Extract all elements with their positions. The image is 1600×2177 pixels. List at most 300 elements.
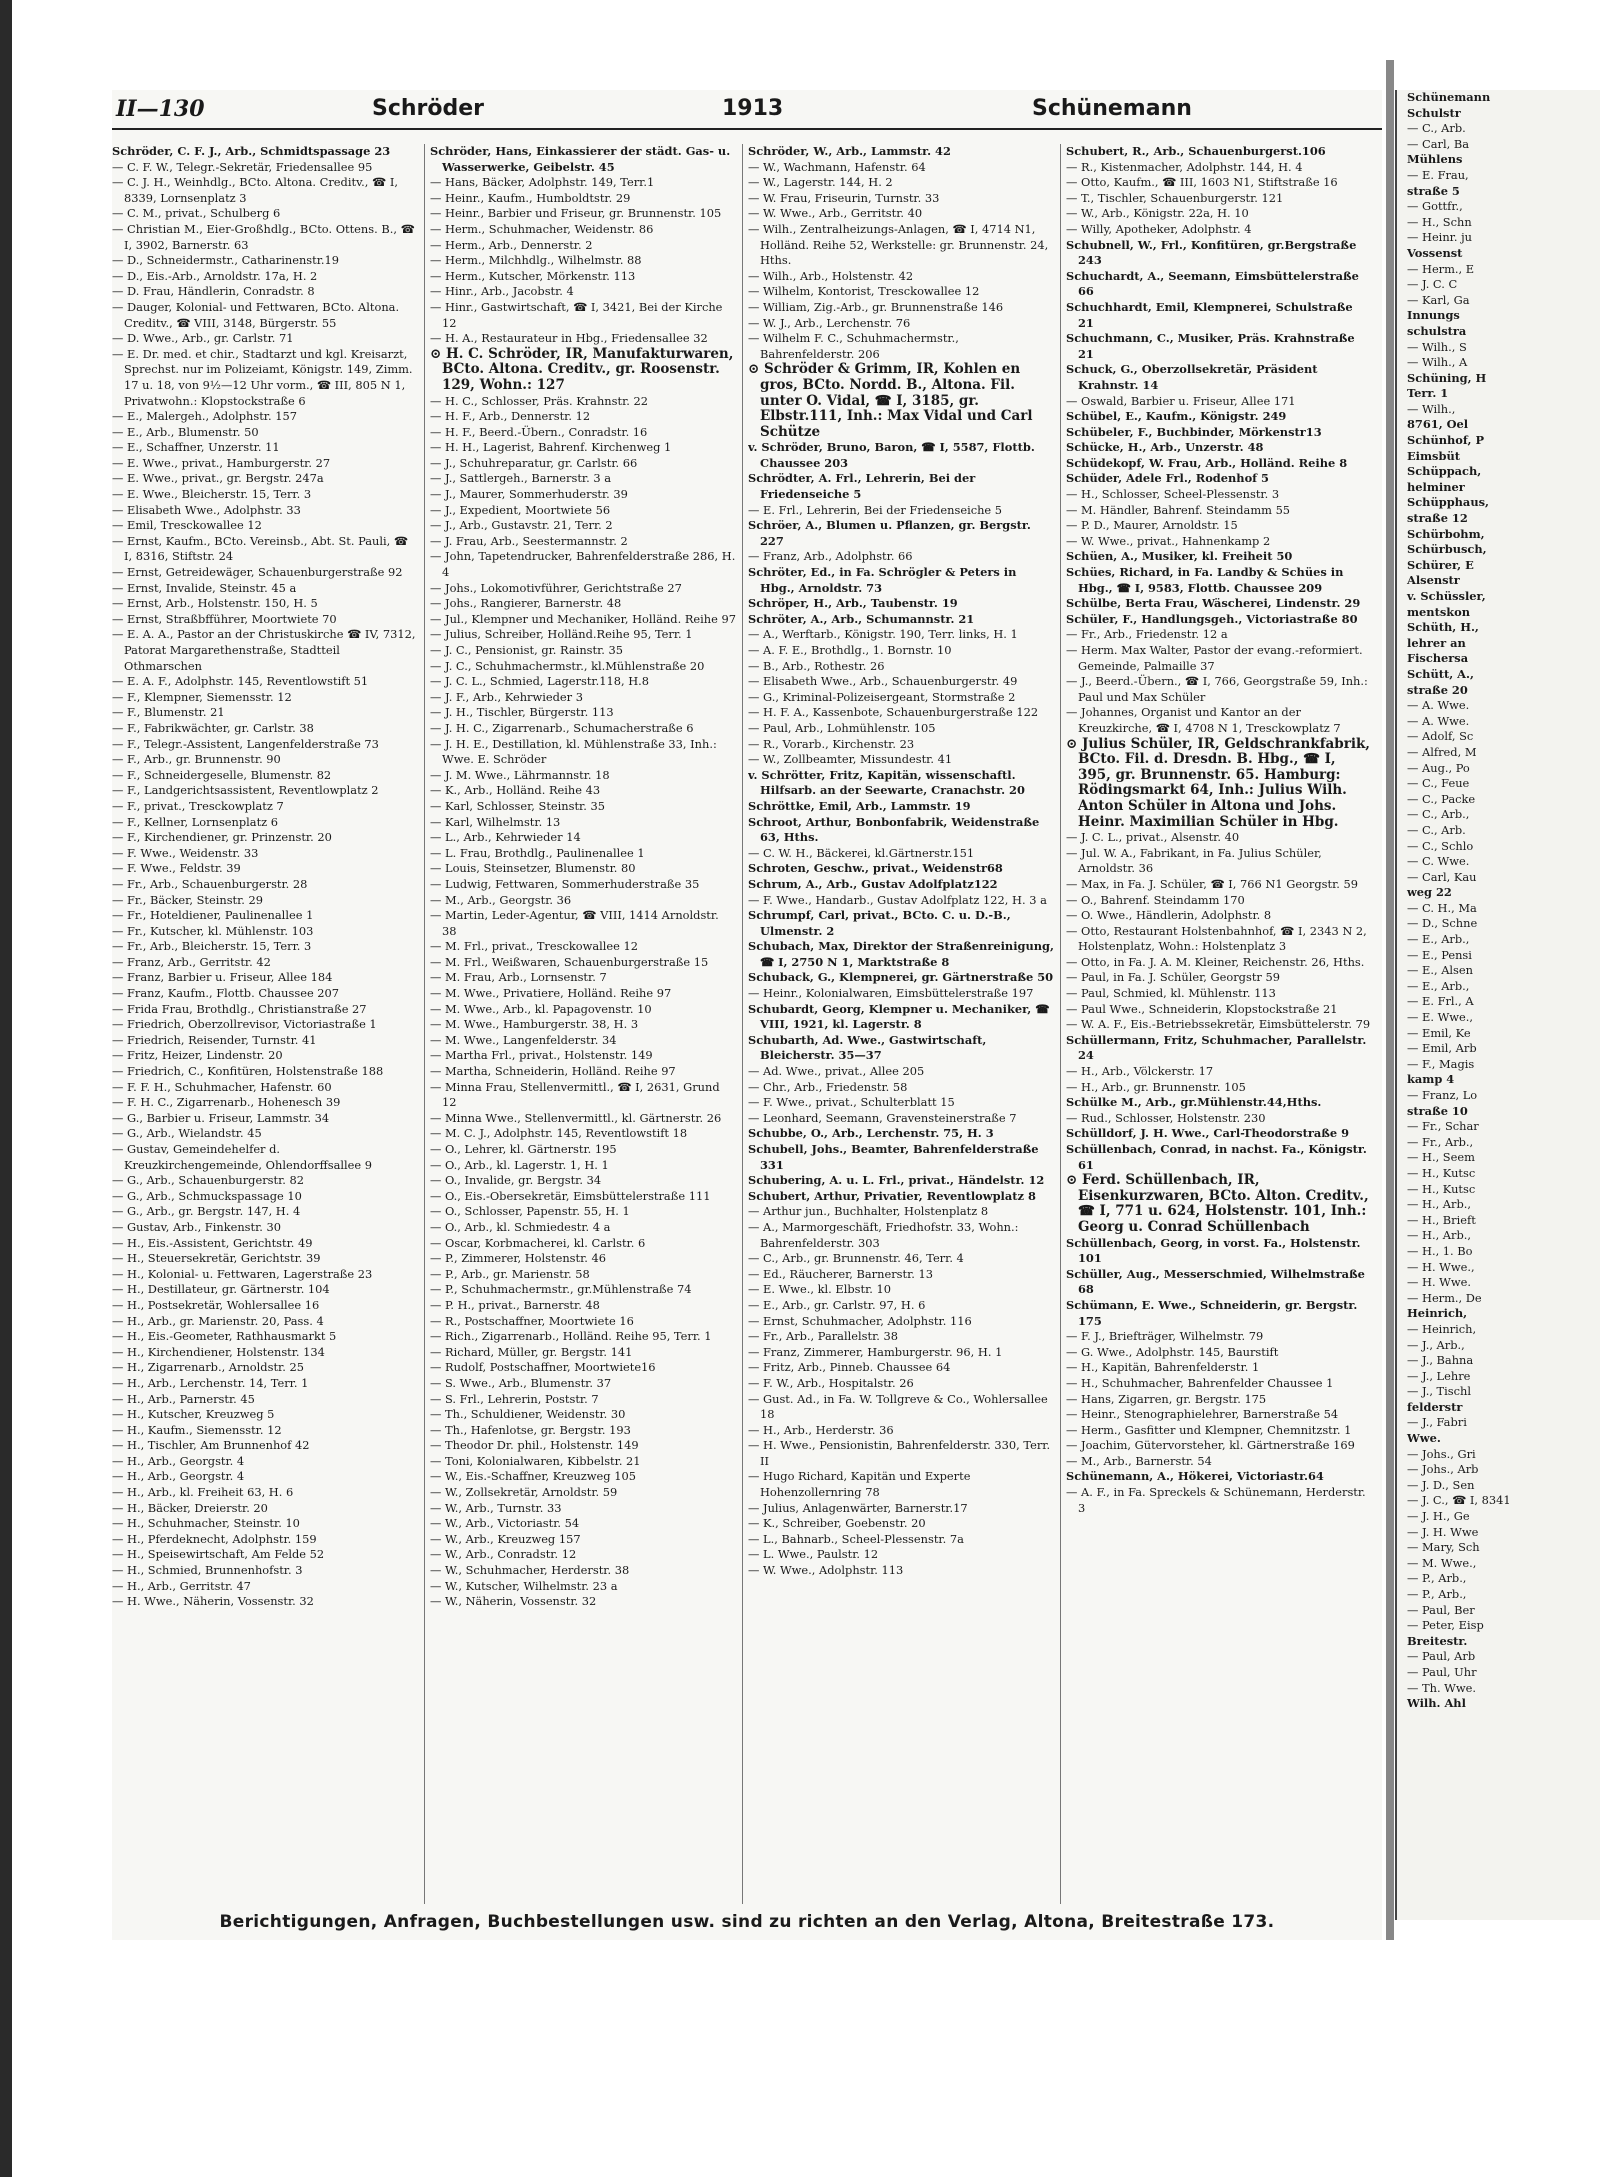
directory-entry: — F. Wwe., privat., Schulterblatt 15 [748, 1095, 955, 1110]
directory-entry: — Willy, Apotheker, Adolphstr. 4 [1066, 221, 1252, 236]
directory-entry: — E. Wwe., privat., Hamburgerstr. 27 [112, 455, 331, 470]
adjacent-page-entry: Eimsbüt [1407, 448, 1460, 463]
directory-entry: — Karl, Wilhelmstr. 13 [430, 814, 561, 829]
adjacent-page-fragment [1395, 90, 1600, 1920]
directory-entry: Schroten, Geschw., privat., Weidenstr68 [748, 861, 1003, 876]
adjacent-page-entry: mentskon [1407, 604, 1471, 619]
directory-entry: — E. Frl., Lehrerin, Bei der Friedenseiche 5 [748, 502, 1003, 517]
directory-entry: — F. Wwe., Handarb., Gustav Adolfplatz 122, H. 3 a [748, 892, 1047, 907]
directory-entry: — P., Arb., gr. Marienstr. 58 [430, 1266, 590, 1281]
directory-entry: — Herm., Gasfitter und Klempner, Chemnitzstr. 1 [1066, 1422, 1352, 1437]
directory-entry: Schröter, Ed., in Fa. Schrögler & Peters in Hbg., Arnoldstr. 73 [748, 565, 1017, 595]
directory-entry: Schülke M., Arb., gr.Mühlenstr.44,Hths. [1066, 1095, 1322, 1110]
directory-entry: — H., Schuhmacher, Bahrenfelder Chaussee 1 [1066, 1375, 1334, 1390]
directory-entry: — Julius, Anlagenwärter, Barnerstr.17 [748, 1500, 968, 1515]
directory-entry: — J. Frau, Arb., Seestermannstr. 2 [430, 533, 628, 548]
directory-entry: — H., Eis.-Geometer, Rathhausmarkt 5 [112, 1329, 337, 1344]
adjacent-page-entry: — J. C. C [1407, 277, 1458, 292]
directory-entry: — Richard, Müller, gr. Bergstr. 141 [430, 1344, 633, 1359]
adjacent-page-entry: — H. Wwe., [1407, 1259, 1475, 1274]
directory-entry: — Louis, Steinsetzer, Blumenstr. 80 [430, 861, 636, 876]
adjacent-page-entry: — J. C., ☎ I, 8341 [1407, 1493, 1511, 1508]
directory-entry: — H., Arb., gr. Marienstr. 20, Pass. 4 [112, 1313, 324, 1328]
directory-entry: — Martha Frl., privat., Holstenstr. 149 [430, 1048, 653, 1063]
directory-entry: — Fr., Arb., Friedenstr. 12 a [1066, 627, 1228, 642]
directory-entry: — M., Arb., Georgstr. 36 [430, 892, 572, 907]
directory-entry: — Wilh., Zentralheizungs-Anlagen, ☎ I, 4714 N1, Holländ. Reihe 52, Werkstelle: gr. Brunnenstr. 24, Hths. [748, 221, 1049, 268]
directory-entry: — Otto, Kaufm., ☎ III, 1603 N1, Stiftstraße 16 [1066, 175, 1338, 190]
adjacent-page-entry: — Franz, Lo [1407, 1088, 1478, 1102]
directory-entry: — O., Schlosser, Papenstr. 55, H. 1 [430, 1204, 630, 1219]
directory-columns [112, 144, 1382, 1904]
directory-entry: — W., Arb., Turnstr. 33 [430, 1500, 562, 1515]
directory-entry: — M. Frl., Weißwaren, Schauenburgerstraße 15 [430, 954, 709, 969]
directory-entry: — Franz, Arb., Adolphstr. 66 [748, 549, 913, 564]
directory-entry: — Rud., Schlosser, Holstenstr. 230 [1066, 1110, 1266, 1125]
directory-entry: — Chr., Arb., Friedenstr. 58 [748, 1079, 908, 1094]
adjacent-page-entry: Vossenst [1407, 245, 1463, 260]
directory-entry: — H. H., Lagerist, Bahrenf. Kirchenweg 1 [430, 440, 672, 455]
directory-entry: — E. A. A., Pastor an der Christuskirche ☎ IV, 7312, Patorat Margarethenstraße, Stadtteil Othmarschen [112, 627, 416, 673]
adjacent-page-entry: v. Schüssler, [1407, 589, 1486, 603]
directory-entry: Schuck, G., Oberzollsekretär, Präsident Krahnstr. 14 [1066, 362, 1318, 392]
directory-entry: — F. Wwe., Weidenstr. 33 [112, 845, 259, 860]
directory-entry: Schuchhardt, Emil, Klempnerei, Schulstraße 21 [1066, 299, 1353, 330]
adjacent-page-entry: — Gottfr., [1407, 199, 1463, 214]
adjacent-page-entry: — Wilh., S [1407, 339, 1467, 354]
directory-entry: — W., Wachmann, Hafenstr. 64 [748, 159, 926, 174]
directory-entry: Schubach, Max, Direktor der Straßenreinigung, ☎ I, 2750 N 1, Marktstraße 8 [748, 939, 1054, 969]
directory-entry: — Fr., Arb., Schauenburgerstr. 28 [112, 876, 308, 891]
adjacent-page-entry: schulstra [1407, 323, 1467, 338]
directory-entry: — William, Zig.-Arb., gr. Brunnenstraße 146 [748, 299, 1004, 314]
adjacent-page-entry: — J., Bahna [1407, 1353, 1474, 1368]
directory-entry: — R., Vorarb., Kirchenstr. 23 [748, 736, 915, 751]
directory-entry: — W. Frau, Friseurin, Turnstr. 33 [748, 190, 940, 205]
directory-column-4 [1066, 144, 1372, 1904]
adjacent-page-entry: — M. Wwe., [1407, 1555, 1477, 1570]
directory-column-3 [748, 144, 1054, 1904]
directory-entry: — J. H. E., Destillation, kl. Mühlenstraße 33, Inh.: Wwe. E. Schröder [430, 736, 717, 767]
directory-entry: — Franz, Arb., Gerritstr. 42 [112, 954, 271, 969]
adjacent-page-entry: — Wilh., [1407, 401, 1456, 416]
adjacent-page-entry: — E., Arb., [1407, 932, 1470, 947]
directory-entry: Schröer, A., Blumen u. Pflanzen, gr. Bergstr. 227 [748, 518, 1031, 548]
directory-entry: — Fr., Bäcker, Steinstr. 29 [112, 892, 264, 907]
directory-entry: — Friedrich, C., Konfitüren, Holstenstraße 188 [112, 1064, 384, 1079]
adjacent-page-entry: Wilh. Ahl [1407, 1696, 1466, 1711]
directory-entry: Schubering, A. u. L. Frl., privat., Händelstr. 12 [748, 1173, 1045, 1188]
adjacent-page-entry: — E. Frl., A [1407, 994, 1474, 1009]
directory-entry: — C., Arb., gr. Brunnenstr. 46, Terr. 4 [748, 1251, 964, 1266]
header-rule [112, 128, 1382, 130]
directory-entry: Schubnell, W., Frl., Konfitüren, gr.Bergstraße 243 [1066, 237, 1357, 268]
directory-entry: — Gust. Ad., in Fa. W. Tollgreve & Co., Wohlersallee 18 [748, 1391, 1048, 1422]
directory-entry: — C. J. H., Weinhdlg., BCto. Altona. Creditv., ☎ I, 8339, Lornsenplatz 3 [112, 175, 398, 205]
directory-entry: — R., Kistenmacher, Adolphstr. 144, H. 4 [1066, 159, 1303, 174]
adjacent-page-entry: — C. Wwe. [1407, 854, 1470, 869]
directory-entry: Schröder, Hans, Einkassierer der städt. Gas- u. Wasserwerke, Geibelstr. 45 [430, 144, 731, 174]
adjacent-page-entry: — Emil, Arb [1407, 1041, 1477, 1056]
directory-entry: — A., Werftarb., Königstr. 190, Terr. links, H. 1 [748, 627, 1018, 642]
directory-entry: — P., Schuhmachermstr., gr.Mühlenstraße 74 [430, 1282, 692, 1297]
directory-entry: Schroot, Arthur, Bonbonfabrik, Weidenstraße 63, Hths. [748, 814, 1040, 845]
adjacent-page-entry: — J., Arb., [1407, 1337, 1465, 1352]
directory-entry: — L. Frau, Brothdlg., Paulinenallee 1 [430, 845, 645, 860]
directory-entry: — J., Arb., Gustavstr. 21, Terr. 2 [430, 518, 613, 533]
adjacent-page-entry: Schüppach, [1407, 464, 1482, 479]
directory-entry: — H. Wwe., Pensionistin, Bahrenfelderstr. 330, Terr. II [748, 1438, 1051, 1468]
directory-entry: Schröder, W., Arb., Lammstr. 42 [748, 144, 951, 158]
directory-entry: — J., Maurer, Sommerhuderstr. 39 [430, 487, 628, 502]
directory-entry: — Heinr., Kolonialwaren, Eimsbüttelerstraße 197 [748, 986, 1034, 1001]
directory-entry: — B., Arb., Rothestr. 26 [748, 658, 885, 673]
adjacent-page-entry: Terr. 1 [1407, 386, 1449, 401]
directory-entry: — E., Schaffner, Unzerstr. 11 [112, 440, 280, 455]
directory-entry: — H., Arb., Georgstr. 4 [112, 1469, 245, 1484]
page-header [112, 90, 1382, 130]
directory-entry: — Heinr., Kaufm., Humboldtstr. 29 [430, 190, 631, 205]
directory-entry: — Herm. Max Walter, Pastor der evang.-reformiert. Gemeinde, Palmaille 37 [1066, 643, 1363, 673]
directory-entry: — Ernst, Schuhmacher, Adolphstr. 116 [748, 1313, 972, 1328]
adjacent-page-entry: Schüning, H [1407, 370, 1487, 385]
adjacent-page-entry: — D., Schne [1407, 916, 1478, 931]
adjacent-page-entry: Schulstr [1407, 105, 1461, 120]
directory-entry: — C. W. H., Bäckerei, kl.Gärtnerstr.151 [748, 845, 975, 860]
directory-entry: Schünemann, A., Hökerei, Victoriastr.64 [1066, 1469, 1324, 1484]
directory-entry: — H., Destillateur, gr. Gärtnerstr. 104 [112, 1282, 330, 1297]
directory-entry: — L., Arb., Kehrwieder 14 [430, 830, 581, 845]
directory-entry: — W., Näherin, Vossenstr. 32 [430, 1594, 597, 1609]
adjacent-page-entry: — Heinr. ju [1407, 230, 1472, 245]
header-left-keyword: Schröder [372, 96, 485, 121]
directory-entry: — Leonhard, Seemann, Gravensteinerstraße 7 [748, 1110, 1017, 1125]
directory-entry: — Max, in Fa. J. Schüler, ☎ I, 766 N1 Georgstr. 59 [1066, 876, 1359, 891]
adjacent-page-entry: — C., Feue [1407, 776, 1470, 791]
directory-entry: — Rich., Zigarrenarb., Holländ. Reihe 95, Terr. 1 [430, 1329, 712, 1344]
directory-entry: — F. W., Arb., Hospitalstr. 26 [748, 1375, 914, 1390]
adjacent-page-entry: Schürer, E [1407, 557, 1474, 572]
directory-entry: — D. Frau, Händlerin, Conradstr. 8 [112, 284, 315, 299]
directory-entry: Schuchardt, A., Seemann, Eimsbüttelerstraße 66 [1066, 268, 1359, 299]
adjacent-page-entry: — H., Kutsc [1407, 1181, 1476, 1196]
directory-entry: — C. F. W., Telegr.-Sekretär, Friedensallee 95 [112, 159, 373, 174]
directory-entry: — H., Bäcker, Dreierstr. 20 [112, 1500, 268, 1515]
adjacent-page-entry: — Emil, Ke [1407, 1025, 1471, 1040]
directory-entry: — D. Wwe., Arb., gr. Carlstr. 71 [112, 331, 294, 346]
adjacent-page-entry: — Peter, Eisp [1407, 1618, 1484, 1633]
adjacent-page-entry: — H., Arb., [1407, 1228, 1472, 1243]
directory-entry: Schuback, G., Klempnerei, gr. Gärtnerstraße 50 [748, 970, 1054, 985]
directory-entry: — Arthur jun., Buchhalter, Holstenplatz 8 [748, 1204, 989, 1219]
directory-entry: — E. Wwe., kl. Elbstr. 10 [748, 1282, 892, 1297]
header-year: 1913 [722, 96, 784, 121]
directory-entry: — E., Arb., gr. Carlstr. 97, H. 6 [748, 1297, 926, 1312]
directory-entry: — P., Zimmerer, Holstenstr. 46 [430, 1251, 607, 1266]
directory-entry: — E. Wwe., privat., gr. Bergstr. 247a [112, 471, 324, 486]
directory-entry: — F. Wwe., Feldstr. 39 [112, 861, 241, 876]
directory-entry: — Elisabeth Wwe., Arb., Schauenburgerstr. 49 [748, 674, 1018, 689]
directory-entry: v. Schrötter, Fritz, Kapitän, wissenschaftl. Hilfsarb. an der Seewarte, Cranachstr. 20 [748, 767, 1025, 798]
adjacent-page-entry: — Alfred, M [1407, 744, 1477, 759]
directory-entry: — M. Wwe., Privatiere, Holländ. Reihe 97 [430, 986, 672, 1001]
directory-entry: Schubert, Arthur, Privatier, Reventlowplatz 8 [748, 1188, 1036, 1203]
directory-entry: Schubbe, O., Arb., Lerchenstr. 75, H. 3 [748, 1126, 994, 1141]
directory-entry: — H., Kaufm., Siemensstr. 12 [112, 1422, 282, 1437]
directory-entry: — F., Fabrikwächter, gr. Carlstr. 38 [112, 720, 314, 735]
directory-entry: — L. Wwe., Paulstr. 12 [748, 1547, 879, 1562]
directory-entry: — Fr., Arb., Parallelstr. 38 [748, 1329, 898, 1344]
adjacent-page-entry: — Fr., Arb., [1407, 1134, 1474, 1149]
directory-entry: — M. Frau, Arb., Lornsenstr. 7 [430, 970, 607, 985]
adjacent-page-entry: — J., Fabri [1407, 1415, 1467, 1430]
directory-entry: Schrödter, A. Frl., Lehrerin, Bei der Friedenseiche 5 [748, 471, 976, 502]
directory-entry: — G., Barbier u. Friseur, Lammstr. 34 [112, 1110, 330, 1125]
directory-entry: — W. Wwe., Arb., Gerritstr. 40 [748, 206, 923, 221]
adjacent-page-entry: — Carl, Ba [1407, 136, 1470, 151]
directory-entry: — J., Beerd.-Übern., ☎ I, 766, Georgstraße 59, Inh.: Paul und Max Schüler [1066, 674, 1368, 704]
adjacent-page-entry: Schütt, A., [1407, 666, 1474, 681]
directory-entry: — Martha, Schneiderin, Holländ. Reihe 97 [430, 1064, 676, 1079]
adjacent-page-entry: Mühlens [1407, 152, 1463, 167]
directory-entry: ⊙ Ferd. Schüllenbach, IR, Eisenkurzwaren, BCto. Alton. Creditv., ☎ I, 771 u. 624, Holstenstr. 101, Inh.: Georg u. Conrad Schüllenbach [1066, 1172, 1369, 1235]
directory-entry: — Heinr., Stenographielehrer, Barnerstraße 54 [1066, 1407, 1339, 1422]
publisher-footer: Berichtigungen, Anfragen, Buchbestellungen usw. sind zu richten an den Verlag, Altona, Breitestraße 173. [219, 1912, 1275, 1932]
directory-entry: — O., Bahrenf. Steindamm 170 [1066, 892, 1245, 907]
directory-entry: Schülbe, Berta Frau, Wäscherei, Lindenstr. 29 [1066, 596, 1361, 611]
directory-entry: — M. C. J., Adolphstr. 145, Reventlowstift 18 [430, 1126, 688, 1141]
directory-entry: — Rudolf, Postschaffner, Moortwiete16 [430, 1360, 656, 1375]
directory-page [112, 90, 1382, 1940]
adjacent-page-entry: — C., Schlo [1407, 838, 1474, 853]
directory-entry: Schüdekopf, W. Frau, Arb., Holländ. Reihe 8 [1066, 455, 1348, 470]
directory-entry: Schubert, R., Arb., Schauenburgerst.106 [1066, 144, 1326, 158]
directory-entry: Schülldorf, J. H. Wwe., Carl-Theodorstraße 9 [1066, 1126, 1350, 1141]
adjacent-page-entry: — C., Arb. [1407, 121, 1466, 136]
directory-entry: — H., Arb., Lerchenstr. 14, Terr. 1 [112, 1375, 309, 1390]
adjacent-page-entry: straße 5 [1407, 183, 1460, 198]
adjacent-page-entry: Schüth, H., [1407, 620, 1479, 635]
adjacent-page-entry: 8761, Oel [1407, 417, 1469, 432]
directory-entry: — Paul, Schmied, kl. Mühlenstr. 113 [1066, 986, 1276, 1001]
directory-entry: — H., Arb., kl. Freiheit 63, H. 6 [112, 1485, 294, 1500]
directory-entry: — G., Arb., Schauenburgerstr. 82 [112, 1173, 305, 1188]
directory-entry: — E. Dr. med. et chir., Stadtarzt und kgl. Kreisarzt, Sprechst. nur im Polizeiamt, Königstr. 149, Zimm. 17 u. 18, von 9½—12 Uhr vorm., ☎ III, 805 N 1, Privatwohn.: Klopstockstraße 6 [112, 346, 413, 408]
directory-entry: — D., Schneidermstr., Catharinenstr.19 [112, 253, 340, 268]
directory-entry: — O., Invalide, gr. Bergstr. 34 [430, 1173, 602, 1188]
directory-entry: — Herm., Schuhmacher, Weidenstr. 86 [430, 221, 654, 236]
adjacent-page-entry: — Herm., E [1407, 261, 1475, 276]
directory-entry: — H., Postsekretär, Wohlersallee 16 [112, 1297, 320, 1312]
directory-entry: — Otto, in Fa. J. A. M. Kleiner, Reichenstr. 26, Hths. [1066, 954, 1365, 969]
adjacent-page-entry: lehrer an [1407, 635, 1466, 650]
directory-entry: — P. H., privat., Barnerstr. 48 [430, 1297, 600, 1312]
directory-entry: — J. M. Wwe., Lährmannstr. 18 [430, 767, 610, 782]
directory-entry: — J., Expedient, Moortwiete 56 [430, 502, 611, 517]
directory-entry: — Gustav, Arb., Finkenstr. 30 [112, 1219, 282, 1234]
adjacent-page-entry: — P., Arb., [1407, 1571, 1467, 1586]
adjacent-page-entry: — A. Wwe. [1407, 698, 1470, 713]
directory-entry: — H. C., Schlosser, Präs. Krahnstr. 22 [430, 393, 648, 408]
adjacent-page-entry: — E. Frau, [1407, 167, 1469, 182]
scan-edge [0, 0, 12, 2177]
directory-entry: — E., Malergeh., Adolphstr. 157 [112, 409, 297, 424]
adjacent-page-entry: Alsenstr [1407, 573, 1460, 588]
directory-entry: — H. Wwe., Näherin, Vossenstr. 32 [112, 1594, 314, 1609]
directory-entry: — A., Marmorgeschäft, Friedhofstr. 33, Wohn.: Bahrenfelderstr. 303 [748, 1219, 1019, 1250]
directory-entry: — H., Schuhmacher, Steinstr. 10 [112, 1516, 300, 1531]
directory-entry: v. Schröder, Bruno, Baron, ☎ I, 5587, Flottb. Chaussee 203 [748, 440, 1035, 470]
directory-entry: — W. J., Arb., Lerchenstr. 76 [748, 315, 911, 330]
directory-entry: — H., Kolonial- u. Fettwaren, Lagerstraße 23 [112, 1266, 373, 1281]
directory-entry: — H., Pferdeknecht, Adolphstr. 159 [112, 1531, 317, 1546]
adjacent-page-entry: — Carl, Kau [1407, 869, 1477, 884]
directory-entry: — S. Frl., Lehrerin, Poststr. 7 [430, 1391, 599, 1406]
directory-entry: — J. H., Tischler, Bürgerstr. 113 [430, 705, 614, 720]
directory-entry: — Herm., Milchhdlg., Wilhelmstr. 88 [430, 253, 642, 268]
directory-entry: Schuchmann, C., Musiker, Präs. Krahnstraße 21 [1066, 331, 1355, 361]
adjacent-page-entry: Heinrich, [1407, 1306, 1468, 1321]
adjacent-page-entry: — Adolf, Sc [1407, 729, 1474, 744]
directory-entry: — Fr., Hoteldiener, Paulinenallee 1 [112, 908, 314, 923]
directory-entry: — O. Wwe., Händlerin, Adolphstr. 8 [1066, 908, 1272, 923]
directory-entry: — W., Arb., Victoriastr. 54 [430, 1516, 580, 1531]
directory-entry: Schrumpf, Carl, privat., BCto. C. u. D.-B., Ulmenstr. 2 [748, 908, 1011, 938]
directory-entry: — J. C., Pensionist, gr. Rainstr. 35 [430, 643, 624, 657]
adjacent-page-entry: — C., Packe [1407, 791, 1476, 806]
directory-column-1 [112, 144, 418, 1904]
directory-entry: Schüllermann, Fritz, Schuhmacher, Parallelstr. 24 [1066, 1032, 1367, 1063]
directory-entry: — Ludwig, Fettwaren, Sommerhuderstraße 35 [430, 876, 700, 891]
directory-entry: — Wilhelm, Kontorist, Tresckowallee 12 [748, 284, 980, 299]
directory-entry: — O., Lehrer, kl. Gärtnerstr. 195 [430, 1142, 617, 1156]
directory-entry: — Herm., Arb., Dennerstr. 2 [430, 237, 593, 252]
directory-entry: — H., Arb., Parnerstr. 45 [112, 1391, 255, 1406]
directory-entry: Schüler, F., Handlungsgeh., Victoriastraße 80 [1066, 611, 1358, 626]
directory-entry: — R., Postschaffner, Moortwiete 16 [430, 1313, 634, 1328]
directory-entry: — W. Wwe., Adolphstr. 113 [748, 1563, 904, 1578]
adjacent-page-entry: felderstr [1407, 1399, 1463, 1414]
directory-entry: — L., Bahnarb., Scheel-Plessenstr. 7a [748, 1531, 964, 1546]
directory-entry: — W., Zollsekretär, Arnoldstr. 59 [430, 1485, 618, 1500]
directory-entry: — Johs., Rangierer, Barnerstr. 48 [430, 596, 622, 611]
directory-entry: — Friedrich, Reisender, Turnstr. 41 [112, 1032, 317, 1047]
adjacent-page-entry: Schünhof, P [1407, 433, 1485, 448]
directory-entry: — Gustav, Gemeindehelfer d. Kreuzkirchengemeinde, Ohlendorffsallee 9 [112, 1142, 372, 1172]
directory-entry: Schröter, A., Arb., Schumannstr. 21 [748, 611, 975, 626]
directory-entry: — H. A., Restaurateur in Hbg., Friedensallee 32 [430, 331, 708, 346]
directory-entry: — H., Tischler, Am Brunnenhof 42 [112, 1438, 310, 1453]
directory-entry: — H., Kapitän, Bahrenfelderstr. 1 [1066, 1360, 1260, 1375]
adjacent-page-entry: — H., Seem [1407, 1150, 1475, 1165]
directory-entry: — J. C. L., privat., Alsenstr. 40 [1066, 830, 1240, 845]
directory-entry: — Franz, Zimmerer, Hamburgerstr. 96, H. 1 [748, 1344, 1003, 1359]
directory-entry: — Julius, Schreiber, Holländ.Reihe 95, Terr. 1 [430, 627, 693, 642]
adjacent-page-entry: — J., Tischl [1407, 1384, 1471, 1399]
directory-entry: — Dauger, Kolonial- und Fettwaren, BCto. Altona. Creditv., ☎ VIII, 3148, Bürgerstr. 55 [112, 299, 400, 330]
directory-entry: Schüder, Adele Frl., Rodenhof 5 [1066, 471, 1269, 486]
directory-entry: — W. A. F., Eis.-Betriebssekretär, Eimsbüttelerstr. 79 [1066, 1017, 1371, 1032]
directory-entry: — Wilh., Arb., Holstenstr. 42 [748, 268, 914, 283]
directory-entry: — F., Blumenstr. 21 [112, 705, 225, 720]
directory-entry: — Johs., Lokomotivführer, Gerichtstraße 27 [430, 580, 682, 595]
adjacent-page-entry: — Johs., Gri [1407, 1446, 1476, 1461]
directory-entry: Schües, Richard, in Fa. Landby & Schües in Hbg., ☎ I, 9583, Flottb. Chaussee 209 [1066, 565, 1344, 595]
directory-entry: — W., Eis.-Schaffner, Kreuzweg 105 [430, 1469, 636, 1484]
column-divider [1060, 144, 1061, 1904]
directory-entry: — F., Landgerichtsassistent, Reventlowplatz 2 [112, 783, 379, 798]
directory-entry: — F., Kellner, Lornsenplatz 6 [112, 814, 279, 829]
directory-entry: — W., Arb., Königstr. 22a, H. 10 [1066, 206, 1249, 221]
adjacent-page-entry: — H. Wwe. [1407, 1275, 1472, 1290]
adjacent-page-entry: Wwe. [1407, 1431, 1441, 1446]
directory-entry: — H., Arb., Georgstr. 4 [112, 1453, 245, 1468]
directory-entry: Schüllenbach, Conrad, in nachst. Fa., Königstr. 61 [1066, 1142, 1367, 1172]
directory-entry: — Hinr., Gastwirtschaft, ☎ I, 3421, Bei der Kirche 12 [430, 299, 723, 330]
directory-entry: — S. Wwe., Arb., Blumenstr. 37 [430, 1375, 612, 1390]
directory-entry: ⊙ Schröder & Grimm, IR, Kohlen en gros, BCto. Nordd. B., Altona. Fil. unter O. Vidal, ☎ I, 3185, gr. Elbstr.111, Inh.: Max Vidal und Carl Schütze [748, 361, 1033, 440]
directory-entry: — W., Arb., Kreuzweg 157 [430, 1531, 581, 1546]
adjacent-page-entry: — H., Schn [1407, 214, 1472, 229]
directory-entry: — W., Schuhmacher, Herderstr. 38 [430, 1563, 630, 1578]
directory-entry: — Paul, Arb., Lohmühlenstr. 105 [748, 720, 936, 735]
directory-entry: — F., Kirchendiener, gr. Prinzenstr. 20 [112, 830, 332, 845]
adjacent-page-entry: weg 22 [1407, 885, 1452, 900]
directory-entry: — G. Wwe., Adolphstr. 145, Baurstift [1066, 1344, 1279, 1359]
directory-entry: — Ernst, Kaufm., BCto. Vereinsb., Abt. St. Pauli, ☎ I, 8316, Stiftstr. 24 [112, 533, 409, 564]
directory-entry: — Th., Hafenlotse, gr. Bergstr. 193 [430, 1422, 631, 1437]
directory-entry: — H., Schmied, Brunnenhofstr. 3 [112, 1563, 303, 1578]
directory-entry: — Joachim, Gütervorsteher, kl. Gärtnerstraße 169 [1066, 1438, 1355, 1453]
adjacent-page-entry: — C., Arb., [1407, 807, 1470, 822]
directory-entry: — Th., Schuldiener, Weidenstr. 30 [430, 1407, 626, 1422]
directory-entry: — H., Eis.-Assistent, Gerichtstr. 49 [112, 1235, 313, 1250]
directory-entry: Schümann, E. Wwe., Schneiderin, gr. Bergstr. 175 [1066, 1297, 1358, 1328]
adjacent-page-entry: — J. D., Sen [1407, 1477, 1475, 1492]
directory-entry: — H., Arb., Gerritstr. 47 [112, 1578, 251, 1593]
adjacent-page-entry: straße 20 [1407, 682, 1468, 697]
adjacent-page-entry: Schürbusch, [1407, 542, 1487, 557]
directory-entry: — Heinr., Barbier und Friseur, gr. Brunnenstr. 105 [430, 206, 722, 221]
directory-entry: — H., Kirchendiener, Holstenstr. 134 [112, 1344, 325, 1359]
directory-entry: — Fritz, Arb., Pinneb. Chaussee 64 [748, 1360, 951, 1375]
directory-entry: — F. H. C., Zigarrenarb., Hohenesch 39 [112, 1095, 341, 1110]
directory-entry: — F., privat., Tresckowplatz 7 [112, 798, 284, 813]
adjacent-page-entry: — E., Pensi [1407, 947, 1472, 962]
directory-entry: — Elisabeth Wwe., Adolphstr. 33 [112, 502, 301, 517]
adjacent-page-entry: kamp 4 [1407, 1072, 1455, 1087]
directory-entry: — Emil, Tresckowallee 12 [112, 518, 262, 533]
page-gutter [1386, 60, 1394, 1940]
directory-entry: — Franz, Kaufm., Flottb. Chaussee 207 [112, 986, 340, 1001]
adjacent-page-entry: — Fr., Schar [1407, 1119, 1479, 1134]
directory-entry: Schüen, A., Musiker, kl. Freiheit 50 [1066, 549, 1293, 564]
directory-entry: — J., Sattlergeh., Barnerstr. 3 a [430, 471, 612, 486]
directory-entry: — G., Arb., gr. Bergstr. 147, H. 4 [112, 1204, 301, 1219]
directory-entry: — Ed., Räucherer, Barnerstr. 13 [748, 1266, 934, 1281]
header-right-keyword: Schünemann [1032, 96, 1192, 121]
directory-entry: — Otto, Restaurant Holstenbahnhof, ☎ I, 2343 N 2, Holstenplatz, Wohn.: Holstenplatz 3 [1066, 923, 1367, 954]
adjacent-page-entry: Fischersa [1407, 651, 1469, 666]
adjacent-page-entry: Innungs [1407, 308, 1460, 323]
directory-entry: — F., Telegr.-Assistent, Langenfelderstraße 73 [112, 736, 379, 751]
adjacent-page-entry: — H., Arb., [1407, 1197, 1472, 1212]
directory-entry: — Hinr., Arb., Jacobstr. 4 [430, 284, 574, 299]
adjacent-page-entry: — P., Arb., [1407, 1587, 1467, 1601]
directory-entry: — Christian M., Eier-Großhdlg., BCto. Ottens. B., ☎ I, 3902, Barnerstr. 63 [112, 221, 415, 252]
directory-entry: — Hans, Zigarren, gr. Bergstr. 175 [1066, 1391, 1267, 1406]
directory-entry: — W., Zollbeamter, Missundestr. 41 [748, 752, 953, 767]
